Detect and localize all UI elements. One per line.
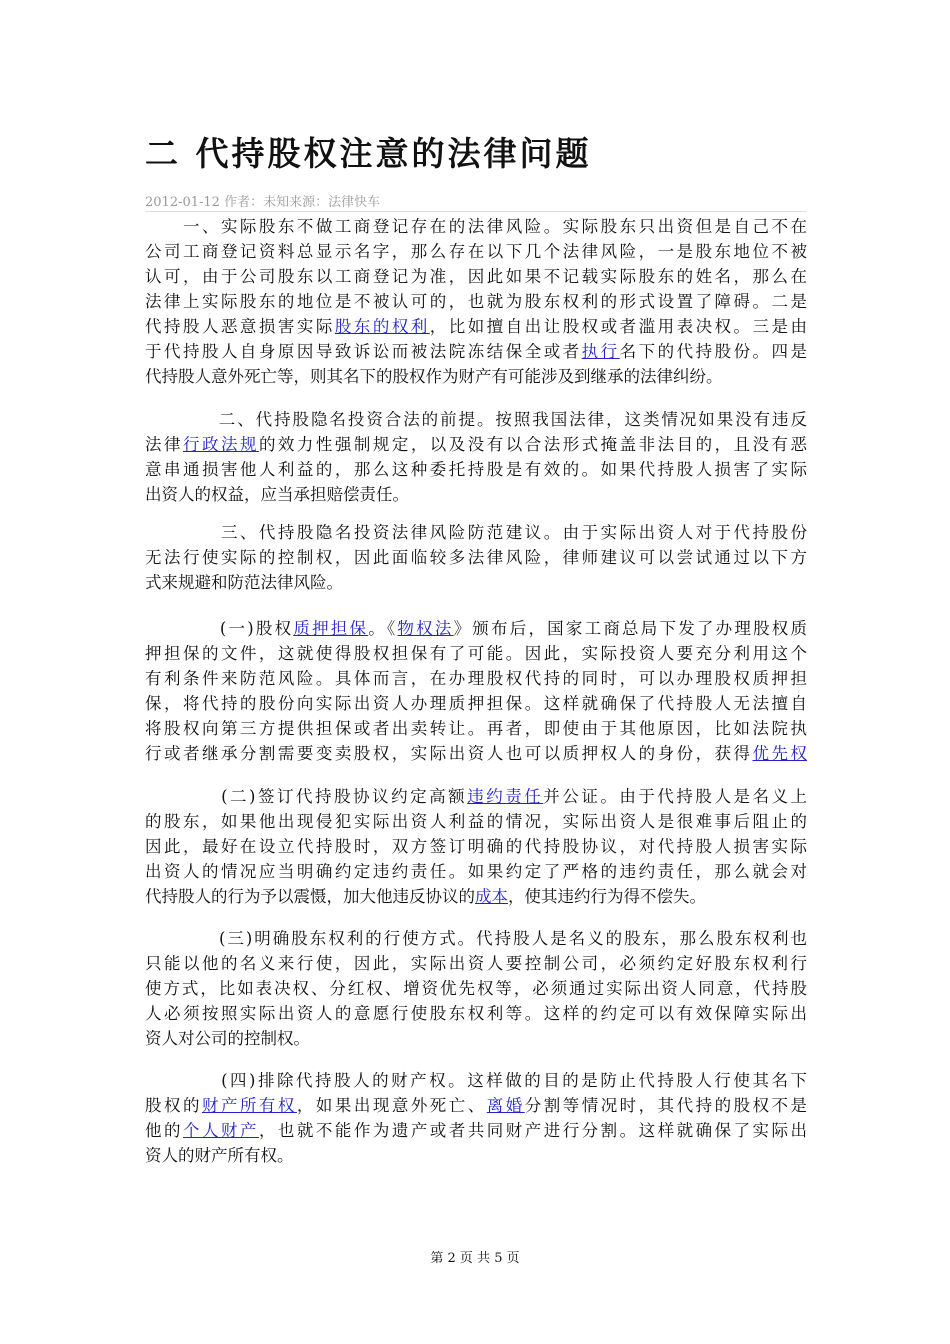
text-line	[145, 1143, 807, 1168]
text-span: ，使其违约行为得不偿失。	[508, 887, 706, 906]
inline-link[interactable]: 个人财产	[182, 1121, 259, 1140]
text-span: 有利条件来防范风险。具体而言，在办理股权代持的同时，可以办理股权质押担	[145, 669, 807, 688]
inline-link[interactable]: 优先权	[752, 744, 808, 763]
text-span: 法律	[145, 435, 183, 454]
text-span: 三、代持股隐名投资法律风险防范建议。由于实际出资人对于代持股份	[145, 523, 807, 542]
text-line	[145, 432, 807, 457]
text-span: 行或者继承分割需要变卖股权，实际出资人也可以质押权人的身份，获得	[145, 744, 753, 763]
text-span: 无法行使实际的控制权，因此面临较多法律风险，律师建议可以尝试通过以下方	[145, 548, 807, 567]
text-span: 的股东，如果他出现侵犯实际出资人利益的情况，实际出资人是很难事后阻止的	[145, 812, 807, 831]
text-span: (一)股权	[145, 619, 294, 638]
text-span: ，比如擅自出让股权或者滥用表决权。三是由	[429, 317, 808, 336]
document-title: 二 代持股权注意的法律问题	[145, 134, 592, 173]
text-line	[145, 520, 807, 545]
text-line	[145, 482, 807, 507]
text-span: ，也就不能作为遗产或者共同财产进行分割。这样就确保了实际出	[258, 1121, 808, 1140]
text-line	[145, 1026, 807, 1051]
text-line	[145, 884, 807, 909]
text-span: 认可，由于公司股东以工商登记为准，因此如果不记载实际股东的姓名，那么在	[145, 267, 807, 286]
inline-link[interactable]: 成本	[475, 887, 508, 906]
text-span: (二)签订代持股协议约定高额	[145, 787, 468, 806]
text-span: 使方式，比如表决权、分红权、增资优先权等，必须通过实际出资人同意，代持股	[145, 979, 807, 998]
text-span: 名下的代持股份。四是	[619, 342, 808, 361]
text-span: 代持股人恶意损害实际	[145, 317, 335, 336]
text-span: 》颁布后，国家工商总局下发了办理股权质	[453, 619, 807, 638]
text-line	[145, 926, 807, 951]
paragraph	[145, 616, 807, 766]
text-span: 意串通损害他人利益的，那么这种委托持股是有效的。如果代持股人损害了实际	[145, 460, 807, 479]
paragraph	[145, 520, 807, 595]
inline-link[interactable]: 股东的权利	[334, 317, 430, 336]
text-line	[145, 641, 807, 666]
text-span: 代持股人意外死亡等，则其名下的股权作为财产有可能涉及到继承的法律纠纷。	[145, 367, 723, 386]
text-span: 押担保的文件，这就使得股权担保有了可能。因此，实际投资人要充分利用这个	[145, 644, 807, 663]
inline-link[interactable]: 违约责任	[467, 787, 544, 806]
text-span: 代持股人的行为予以震慑，加大他违反协议的	[145, 887, 475, 906]
text-line	[145, 691, 807, 716]
text-line	[145, 951, 807, 976]
text-span: 资人对公司的控制权。	[145, 1029, 310, 1048]
text-line	[145, 716, 807, 741]
text-span: (三)明确股东权利的行使方式。代持股人是名义的股东，那么股东权利也	[145, 929, 807, 948]
inline-link[interactable]: 财产所有权	[201, 1096, 297, 1115]
inline-link[interactable]: 质押担保	[293, 619, 369, 638]
text-span: 分割等情况时，其代持的股权不是	[524, 1096, 808, 1115]
inline-link[interactable]: 物权法	[397, 619, 454, 638]
text-span: 出资人的情况应当明确约定违约责任。如果约定了严格的违约责任，那么就会对	[145, 862, 807, 881]
text-span: 将股权向第三方提供担保或者出卖转让。再者，即使由于其他原因，比如法院执	[145, 719, 807, 738]
text-span: 股权的	[145, 1096, 202, 1115]
text-span: 资人的财产所有权。	[145, 1146, 294, 1165]
text-line	[145, 457, 807, 482]
text-line	[145, 616, 807, 641]
text-line	[145, 407, 807, 432]
text-span: 公司工商登记资料总显示名字，那么存在以下几个法律风险，一是股东地位不被	[145, 242, 807, 261]
text-line	[145, 741, 807, 766]
text-line	[145, 545, 807, 570]
paragraph	[145, 214, 807, 389]
text-span: 二、代持股隐名投资合法的前提。按照我国法律，这类情况如果没有违反	[145, 410, 807, 429]
paragraph	[145, 1068, 807, 1168]
text-line	[145, 1001, 807, 1026]
text-line	[145, 314, 807, 339]
text-line	[145, 1068, 807, 1093]
text-span: 于代持股人自身原因导致诉讼而被法院冻结保全或者	[145, 342, 582, 361]
text-line	[145, 859, 807, 884]
article-meta: 2012-01-12 作者：未知来源：法律快车	[145, 195, 381, 210]
text-line	[145, 264, 807, 289]
text-line	[145, 976, 807, 1001]
text-span: 并公证。由于代持股人是名义上	[543, 787, 808, 806]
text-span: 。《	[368, 619, 398, 638]
text-span: 式来规避和防范法律风险。	[145, 573, 343, 592]
text-line	[145, 214, 807, 239]
text-span: 法律上实际股东的地位是不被认可的，也就为股东权利的形式设置了障碍。二是	[145, 292, 807, 311]
text-span: 一、实际股东不做工商登记存在的法律风险。实际股东只出资但是自己不在	[145, 217, 807, 236]
text-span: (四)排除代持股人的财产权。这样做的目的是防止代持股人行使其名下	[145, 1071, 807, 1090]
text-line	[145, 289, 807, 314]
page-number: 第 2 页 共 5 页	[430, 1251, 520, 1266]
paragraph	[145, 407, 807, 507]
text-line	[145, 570, 807, 595]
text-line	[145, 809, 807, 834]
inline-link[interactable]: 离婚	[486, 1096, 525, 1115]
inline-link[interactable]: 行政法规	[182, 435, 259, 454]
paragraph	[145, 784, 807, 909]
text-line	[145, 239, 807, 264]
text-span: 因此，最好在设立代持股时，双方签订明确的代持股协议，对代持股人损害实际	[145, 837, 807, 856]
text-span: 保，将代持的股份向实际出资人办理质押担保。这样就确保了代持股人无法擅自	[145, 694, 807, 713]
text-line	[145, 1093, 807, 1118]
paragraph	[145, 926, 807, 1051]
text-line	[145, 784, 807, 809]
text-span: 出资人的权益，应当承担赔偿责任。	[145, 485, 409, 504]
text-line	[145, 339, 807, 364]
text-span: 只能以他的名义来行使，因此，实际出资人要控制公司，必须约定好股东权利行	[145, 954, 807, 973]
text-span: 的效力性强制规定，以及没有以合法形式掩盖非法目的，且没有恶	[258, 435, 808, 454]
text-span: ，如果出现意外死亡、	[296, 1096, 487, 1115]
text-line	[145, 834, 807, 859]
text-span: 人必须按照实际出资人的意愿行使股东权利等。这样的约定可以有效保障实际出	[145, 1004, 807, 1023]
text-line	[145, 364, 807, 389]
text-line	[145, 666, 807, 691]
text-line	[145, 1118, 807, 1143]
text-span: 他的	[145, 1121, 183, 1140]
inline-link[interactable]: 执行	[581, 342, 620, 361]
divider	[145, 211, 807, 212]
